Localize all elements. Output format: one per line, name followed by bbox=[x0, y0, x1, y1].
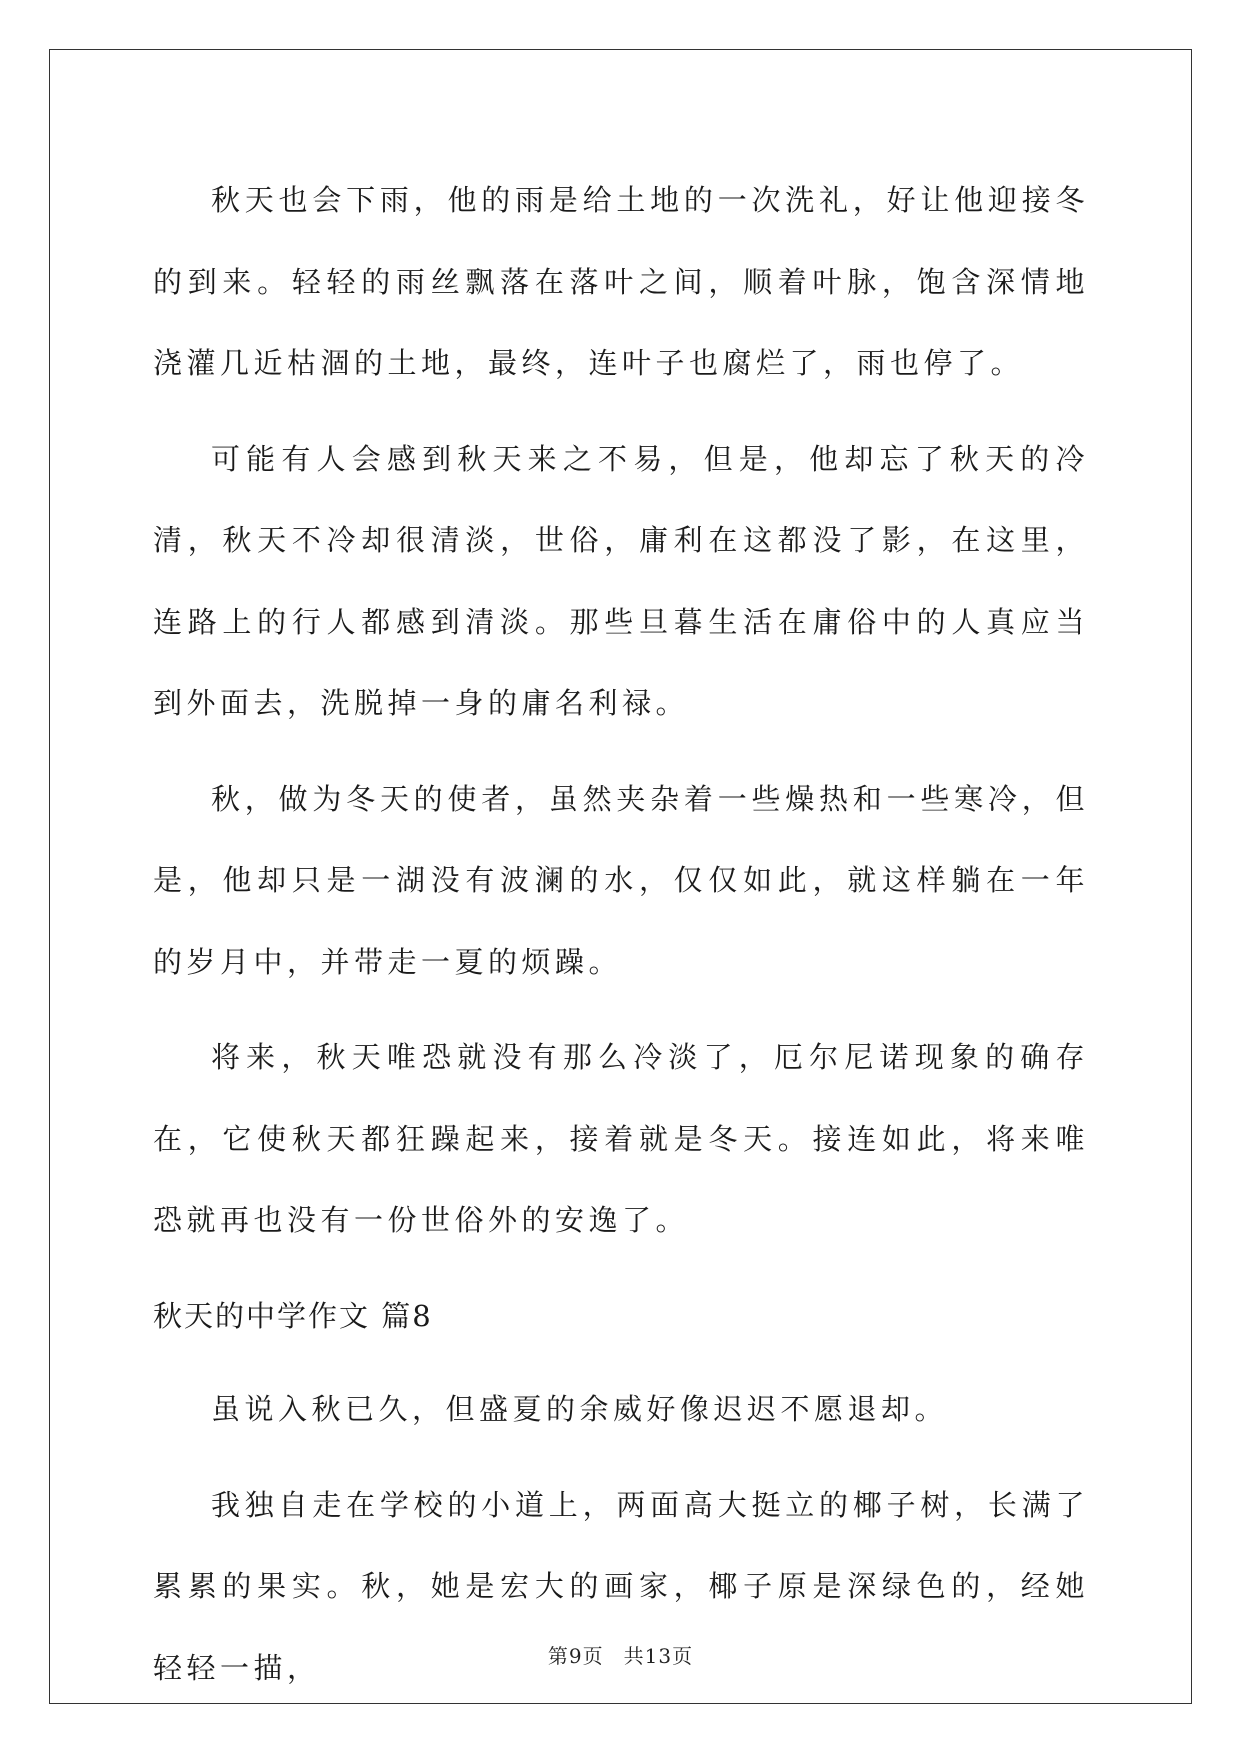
paragraph: 我独自走在学校的小道上，两面高大挺立的椰子树，长满了累累的果实。秋，她是宏大的画家，椰子原是深绿色的，经她轻轻一描， bbox=[153, 1487, 1089, 1685]
paragraph: 虽说入秋已久，但盛夏的余威好像迟迟不愿退却。 bbox=[211, 1392, 949, 1426]
paragraph: 秋，做为冬天的使者，虽然夹杂着一些燥热和一些寒冷，但是，他却只是一湖没有波澜的水，仅仅如此，就这样躺在一年的岁月中，并带走一夏的烦躁。 bbox=[153, 781, 1089, 979]
section-heading: 秋天的中学作文 篇8 bbox=[153, 1298, 433, 1333]
paragraph: 秋天也会下雨，他的雨是给土地的一次洗礼，好让他迎接冬的到来。轻轻的雨丝飘落在落叶之间，顺着叶脉，饱含深情地浇灌几近枯涸的土地，最终，连叶子也腐烂了，雨也停了。 bbox=[153, 183, 1089, 380]
total-pages: 共13页 bbox=[623, 1644, 694, 1668]
paragraph: 可能有人会感到秋天来之不易，但是，他却忘了秋天的冷清，秋天不冷却很清淡，世俗，庸利在这都没了影，在这里，连路上的行人都感到清淡。那些旦暮生活在庸俗中的人真应当到外面去，洗脱掉一身的庸名利禄。 bbox=[153, 441, 1089, 720]
document-body bbox=[153, 160, 1089, 1723]
page-footer bbox=[0, 1640, 1241, 1669]
paragraph: 将来，秋天唯恐就没有那么冷淡了，厄尔尼诺现象的确存在，它使秋天都狂躁起来，接着就是冬天。接连如此，将来唯恐就再也没有一份世俗外的安逸了。 bbox=[153, 1040, 1089, 1237]
page-number: 第9页 bbox=[547, 1644, 604, 1668]
